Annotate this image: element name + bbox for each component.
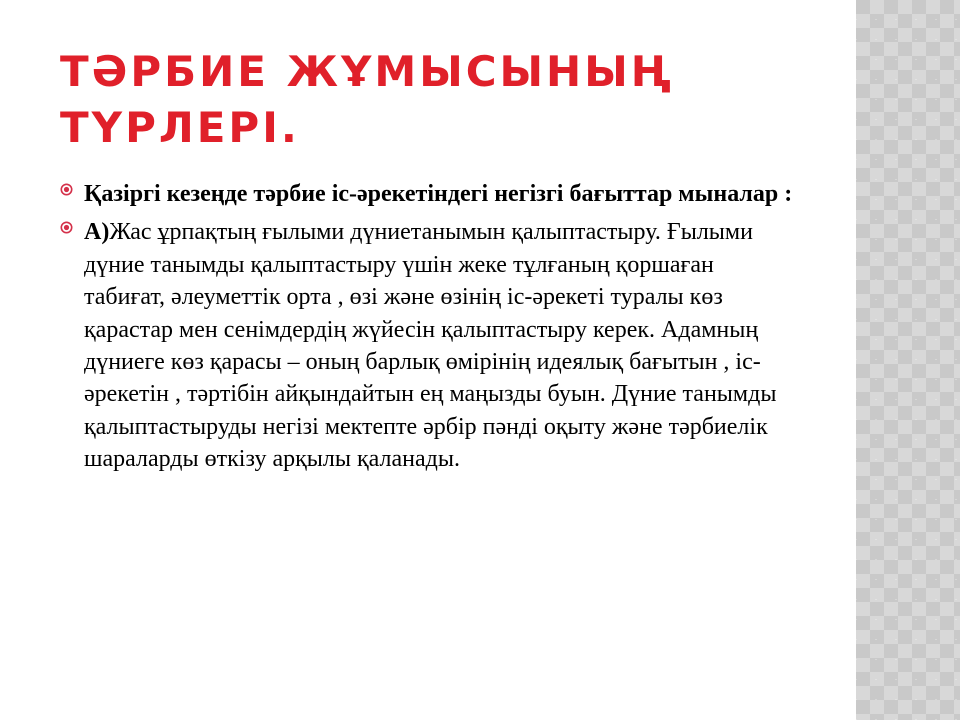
slide-body (60, 178, 800, 482)
circle-bullet-icon (60, 221, 73, 234)
bullet-2-text: Жас ұрпақтың ғылыми дүниетанымын қалыптастыру. Ғылыми дүние танымды қалыптастыру үшін жеке тұлғаның қоршаған табиғат, әлеуметтік орта , өзі және өзінің іс-әрекеті туралы көз қарастар мен сенімдердің жүйесін қалыптастыру керек. Адамның дүниеге көз қарасы – оның барлық өмірінің идеялық бағытын , іс-әрекетін , тәртібін айқындайтын ең маңызды буын. Дүние танымды қалыптастыруды негізі мектепте әрбір пәнді оқыту және тәрбиелік шараларды өткізу арқылы қаланады. (84, 219, 777, 473)
bullet-1-text: Қазіргі кезеңде тәрбие іс-әрекетіндегі негізгі бағыттар мыналар : (84, 181, 793, 207)
bullet-2-lead: А) (84, 219, 110, 246)
slide-title: ТӘРБИЕ ЖҰМЫСЫНЫҢ ТҮРЛЕРІ. (60, 47, 674, 152)
circle-bullet-icon (60, 183, 73, 196)
side-decorative-pattern (856, 0, 960, 720)
bullet-item-1 (60, 178, 800, 210)
bullet-item-2 (60, 216, 800, 475)
